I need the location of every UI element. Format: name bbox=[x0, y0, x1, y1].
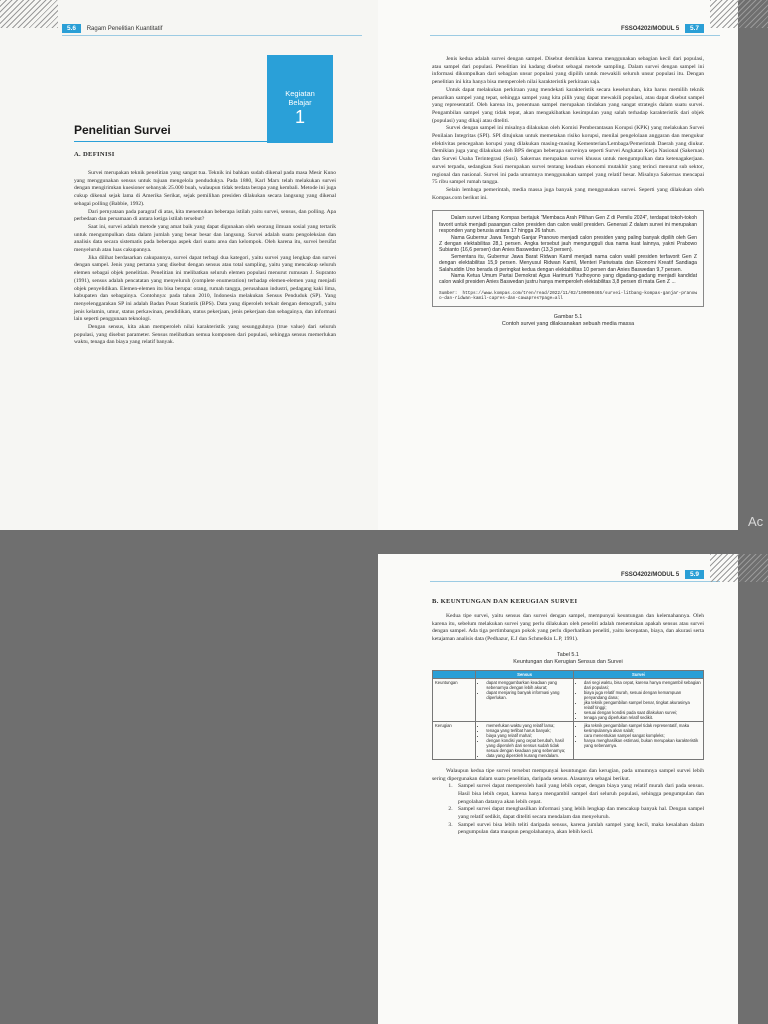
header-rule bbox=[430, 581, 720, 582]
list-item: • memerlukan waktu yang relatif lama; bbox=[486, 723, 571, 728]
page-number-box: 5.7 bbox=[685, 24, 704, 33]
paragraph: Selain lembaga pemerintah, media massa juga banyak yang menggunakan survei. Seperti yang dilakukan oleh Kompas.com berikut ini. bbox=[432, 186, 704, 201]
paragraph: Survei dengan sampel ini misalnya dilakukan oleh Komisi Pemberantasan Korupsi (KPK) yang melakukan Survei Penilaian Integritas (SPI). SPI ditujukan untuk memetakan risiko korupsi, menilai pengelolaan anggaran dan mengukur efektivitas pencegahan korupsi yang dilakukan masing-masing Kementerian/Lembaga/Pemerintah Daerah yang diukur. Demikian juga yang dilakukan oleh BPS dengan beberapa surveinya seperti Survei Angkatan Kerja Nasional (Sakernas) dan Survei Usaha Terintegrasi (Susi). Sakernas merupakan survei khusus untuk mengumpulkan data ketenagakerjaan. survei terpadu, sedangkan Susi merupakan survei tentang keadaan ekonomi mutakhir yang terinci menurut sub sektor, regional dan nasional. Survei ini pada umumnya menggunakan sampel yang relatif besar. Misalnya Sakernas mencapai 75 ribu sampel rumah tangga. bbox=[432, 125, 704, 186]
list-item: • dengan kondisi yang cepat berubah, hasil yang diperoleh dari sensus sudah tidak sesuai dengan keadaan yang sebenarnya; bbox=[486, 738, 571, 753]
kegiatan-belajar-badge bbox=[267, 55, 333, 143]
paragraph: Dari pernyataan pada paragraf di atas, kita menemukan beberapa istilah yaitu survei, sensus, dan polling. Apa perbedaan dan persamaan di antara ketiga istilah tersebut? bbox=[74, 208, 336, 223]
table-header-cell: Survei bbox=[573, 670, 703, 678]
page-5-6 bbox=[0, 0, 378, 530]
header-title: Ragam Penelitian Kuantitatif bbox=[86, 26, 163, 32]
list-item: • jika teknik pengambilan sampel benar, tingkat akurasinya relatif tinggi; bbox=[584, 700, 701, 710]
corner-hatch bbox=[710, 554, 768, 582]
table-row bbox=[433, 678, 704, 721]
list-item: • dapat menggambarkan keadaan yang sebenarnya dengan lebih akurat; bbox=[486, 680, 571, 690]
list-item: 1. Sampel survei dapat memperoleh hasil yang lebih cepat, dengan biaya yang relatif murah dari pada sensus. Hasil bisa lebih cepat, karena hanya mengambil sampel dari seluruh populasi, sehingga pengumpulan dan pengolahan datanya akan lebih cepat. bbox=[454, 783, 704, 806]
paragraph: Kedua tipe survei, yaitu sensus dan survei dengan sampel, mempunyai keuntungan dan kelemahannya. Oleh karena itu, sebelum melakukan survei yang perlu dilakukan oleh peneliti adalah menentukan apakah sensus atau survei dengan sampel. Ada tiga pertimbangan pokok yang perlu diperhatikan peneliti, yaitu kecepatan, biaya, dan akurasi serta ketajaman analisis data (Pedhazur, E.J dan Schmelkin L.P, 1991). bbox=[432, 613, 704, 643]
excerpt-paragraph: Dalam survei Litbang Kompas bertajuk "Membaca Arah Pilihan Gen Z di Pemilu 2024", terdapat tokoh-tokoh favorit untuk menjadi pasangan calon presiden dan calon wakil presiden. Generasi Z dalam survei ini merupakan responden yang berusia antara 17 hingga 26 tahun. bbox=[439, 215, 697, 235]
comparison-table bbox=[432, 670, 704, 760]
page-5-9 bbox=[378, 554, 738, 1024]
header-rule bbox=[62, 35, 362, 36]
body-text-right bbox=[432, 56, 704, 328]
page-header bbox=[62, 24, 162, 33]
list-item: • dari segi waktu, bisa cepat, karena hanya mengambil sebagian dari populasi; bbox=[584, 680, 701, 690]
table-header-cell bbox=[433, 670, 476, 678]
table-caption-text: Keuntungan dan Kerugian Sensus dan Survei bbox=[513, 658, 623, 665]
corner-hatch bbox=[710, 0, 768, 28]
header-code: FSSO4202/MODUL 5 bbox=[621, 26, 680, 32]
list-item: • hanya menghasilkan estimasi, bukan merupakan karakteristik yang sebenarnya. bbox=[584, 738, 701, 748]
figure-caption bbox=[432, 314, 704, 328]
table-cell-sensus bbox=[476, 721, 574, 759]
body-text-bottom bbox=[432, 598, 704, 837]
table-row bbox=[433, 721, 704, 759]
table-header-row bbox=[433, 670, 704, 678]
header-code: FSSO4202/MODUL 5 bbox=[621, 572, 680, 578]
list-item: • biaya yang relatif mahal; bbox=[486, 733, 571, 738]
page-tile-bottom bbox=[378, 554, 768, 1024]
list-item: • biaya juga relatif murah, sesuai dengan kemampuan penyandang dana; bbox=[584, 690, 701, 700]
list-item: • tenaga yang terlibat harus banyak; bbox=[486, 728, 571, 733]
table-header-cell: Sensus bbox=[476, 670, 574, 678]
paragraph: Jika dilihat berdasarkan cakupannya, survei dapat terbagi dua kategori, yaitu survei yang lengkap dan survei dengan sampel. Jenis yang pertama yang disebut dengan sensus atau total sampling, yaitu yang mencakup seluruh elemen sebagai objek penelitian. Penelitian ini melibatkan seluruh elemen populasi menurut rumusan J. Supranto (1991), sensus adalah pencatatan yang menyeluruh (complete enumeration) terhadap elemen-elemen yang menjadi objek penyelidikan. Elemen-elemen itu bisa berupa: orang, rumah tangga, perusahaan industri, pedagang kaki lima, kabupaten dan sebagainya. Contohnya: pada tahun 2010, Indonesia melakukan Sensus Penduduk (SP). Yang menyelenggarakan SP ini adalah Badan Pusat Statistik (BPS). Data yang diperoleh terkait dengan demografi, yaitu jenis kelamin, umur, status perkawinan, pendidikan, status pekerjaan, jenis pekerjaan dan sebagainya, dan informasi lain seperti penggunaan teknologi. bbox=[74, 254, 336, 323]
paragraph: Survei merupakan teknik penelitian yang sangat tua. Teknik ini bahkan sudah dikenal pada masa Mesir Kuno yang menggunakan sensus untuk tujuan mengelola pendudukya. Pada 1880, Karl Marx telah melakukan survei dengan mengirimkan kuesioner sebanyak 25.000 buah, walaupun tidak terdata berapa yang kembali. Metode ini juga cukup dikenal sejak lama di Amerika Serikat, sejak pemilihan presiden dilakukan secara langsung yang dikenal sebagai polling (Babbie, 1992). bbox=[74, 170, 336, 207]
figure-caption-text: Contoh survei yang dilaksanakan sebuah media massa bbox=[501, 321, 635, 328]
watermark-text: Ac bbox=[748, 514, 764, 529]
page-tile-right bbox=[378, 0, 768, 530]
list-item: • cara menentukan sampel sangat kompleks; bbox=[584, 733, 701, 738]
paragraph: Saat ini, survei adalah metode yang amat baik yang dapat digunakan oleh seorang ilmuan sosial yang tertarik untuk mengumpulkan data dalam jumlah yang besar besar dan langsung. Survei adalah suatu pengoleksian dan analisis data secara sistematis pada beberapa aspek dari suatu area dan kelompok. Oleh karena itu, survei bersifat menyeluruh atau luas cakupannya. bbox=[74, 223, 336, 254]
table-caption bbox=[432, 652, 704, 666]
list-item: • sesuai dengan kondisi pada saat dilakukan survei; bbox=[584, 710, 701, 715]
corner-hatch bbox=[0, 0, 58, 28]
table-cell-survei bbox=[573, 678, 703, 721]
page-number-box: 5.6 bbox=[62, 24, 81, 33]
row-label: Keuntungan bbox=[433, 678, 476, 721]
row-label: Kerugian bbox=[433, 721, 476, 759]
page-5-7 bbox=[378, 0, 738, 530]
body-text-left bbox=[74, 170, 336, 347]
list-item: • tenaga yang diperlukan relatif sedikit. bbox=[584, 715, 701, 720]
table-cell-sensus bbox=[476, 678, 574, 721]
table-caption-title: Tabel 5.1 bbox=[557, 651, 579, 658]
reasons-list bbox=[432, 783, 704, 837]
list-item: • dapat menjaring banyak informasi yang diperlukan. bbox=[486, 690, 571, 700]
page-header bbox=[621, 24, 704, 33]
badge-number: 1 bbox=[294, 107, 305, 127]
paragraph: Jenis kedua adalah survei dengan sampel. Disebut demikian karena menggunakan sebagian kecil dari populasi, atau sampel dari populasi. Penelitian ini kadang disebut sebagai metode sampling. Dalam survei dengan sampel ini informasi dikumpulkan dari sebagian unsur populasi yang dipilih untuk mewakili seluruh unsur populasi itu. Dengan penelitian ini kita hanya bisa memperoleh nilai karakteristik perkiraan saja. bbox=[432, 56, 704, 86]
empty-tile bbox=[0, 530, 378, 1024]
excerpt-paragraph: Nama Ketua Umum Partai Demokrat Agus Harimurti Yudhoyono yang digadang-gadang menjadi kandidat calon wakil presiden Anies Baswedan justru hanya memperoleh elektabilitas 3,8 persen di mata Gen Z ... bbox=[439, 273, 697, 286]
list-item: • jika teknik pengambilan sampel tidak representatif, maka kesimpulannya akan salah; bbox=[584, 723, 701, 733]
title-rule bbox=[74, 141, 332, 142]
figure-caption-title: Gambar 5.1 bbox=[553, 314, 583, 321]
page-tile-left bbox=[0, 0, 378, 530]
paragraph: Walaupun kedua tipe survei tersebut mempunyai keuntungan dan kerugian, pada umumnya sampel survei lebih sering dipergunakan dalam suatu penelitian, daripada sensus. Alasannya sebagai berikut. bbox=[432, 767, 704, 782]
page-header bbox=[621, 570, 704, 579]
page-number-box: 5.9 bbox=[685, 570, 704, 579]
excerpt-paragraph: Nama Gubernur Jawa Tengah Ganjar Pranowo menjadi calon presiden yang paling banyak dipilih oleh Gen Z dengan elektabilitas 28,1 persen. Angka tersebut jauh mengungguli dua nama kuat lainnya, yakni Prabowo Subianto (16,6 persen) dan Anies Baswedan (13,3 persen). bbox=[439, 234, 697, 254]
paragraph: Dengan sensus, kita akan memperoleh nilai karakteristik yang sesungguhnya (true value) dari seluruh populasi, yang disebut parameter. Sensus melibatkan semua komponen dari populasi, sehingga sensus memerlukan waktu, tenaga dan biaya yang relatif banyak. bbox=[74, 324, 336, 346]
header-rule bbox=[430, 35, 720, 36]
excerpt-paragraph: Sementara itu, Gubernur Jawa Barat Ridwan Kamil menjadi nama calon wakil presiden terfavorit Gen Z dengan elektabilitas 15,9 persen. Menyusul Ridwan Kamil, Menteri Pariwisata dan Ekonomi Kreatif Sandiaga Salahuddin Uno berada di peringkat kedua dengan elektabilitas 10 persen dan Anies Baswedan 9,7 persen. bbox=[439, 253, 697, 273]
excerpt-source: Sumber: https://www.kompas.com/tren/read/2022/11/02/100000465/survei-litbang-kompas-ganjar-pranowo-dan-ridwan-kamil-capres-dan-cawapres?page=all bbox=[439, 290, 697, 302]
table-cell-survei bbox=[573, 721, 703, 759]
list-item: • data yang diperoleh kurang mendalam. bbox=[486, 753, 571, 758]
section-heading-definisi: A. DEFINISI bbox=[74, 151, 115, 158]
section-heading-keuntungan: B. KEUNTUNGAN DAN KERUGIAN SURVEI bbox=[432, 598, 578, 605]
list-item: 3. Sampel survei bisa lebih teliti daripada sensus, karena jumlah sampel yang kecil, maka kesalahan dalam pengumpulan data maupun pengolahannya, akan lebih kecil. bbox=[454, 822, 704, 837]
badge-line-1: Kegiatan bbox=[285, 89, 315, 98]
paragraph: Untuk dapat melakukan perkiraan yang mendekati karakteristik secara keseluruhan, kita harus memilih teknik penarikan sampel yang tepat, sehingga sampel yang kita pilih yang dapat mewakili populasi, atau dapat disebut sampel yang representatif. Oleh karena itu, penentuan sampel merupakan tindakan yang sangat strategis dalam suatu survei. Pengambilan sampel yang tidak tepat, akan mengakibatkan kesimpulan yang salah terhadap karakteristik dari objek (populasi) yang dikaji atau diteliti. bbox=[432, 86, 704, 124]
news-excerpt-box bbox=[432, 210, 704, 307]
badge-line-2: Belajar bbox=[288, 98, 312, 107]
chapter-title: Penelitian Survei bbox=[74, 123, 171, 137]
list-item: 2. Sampel survei dapat menghasilkan informasi yang lebih lengkap dan mencakup banyak hal. Dengan sampel yang relatif sedikit, dapat diteliti secara mendalam dan menyeluruh. bbox=[454, 806, 704, 821]
